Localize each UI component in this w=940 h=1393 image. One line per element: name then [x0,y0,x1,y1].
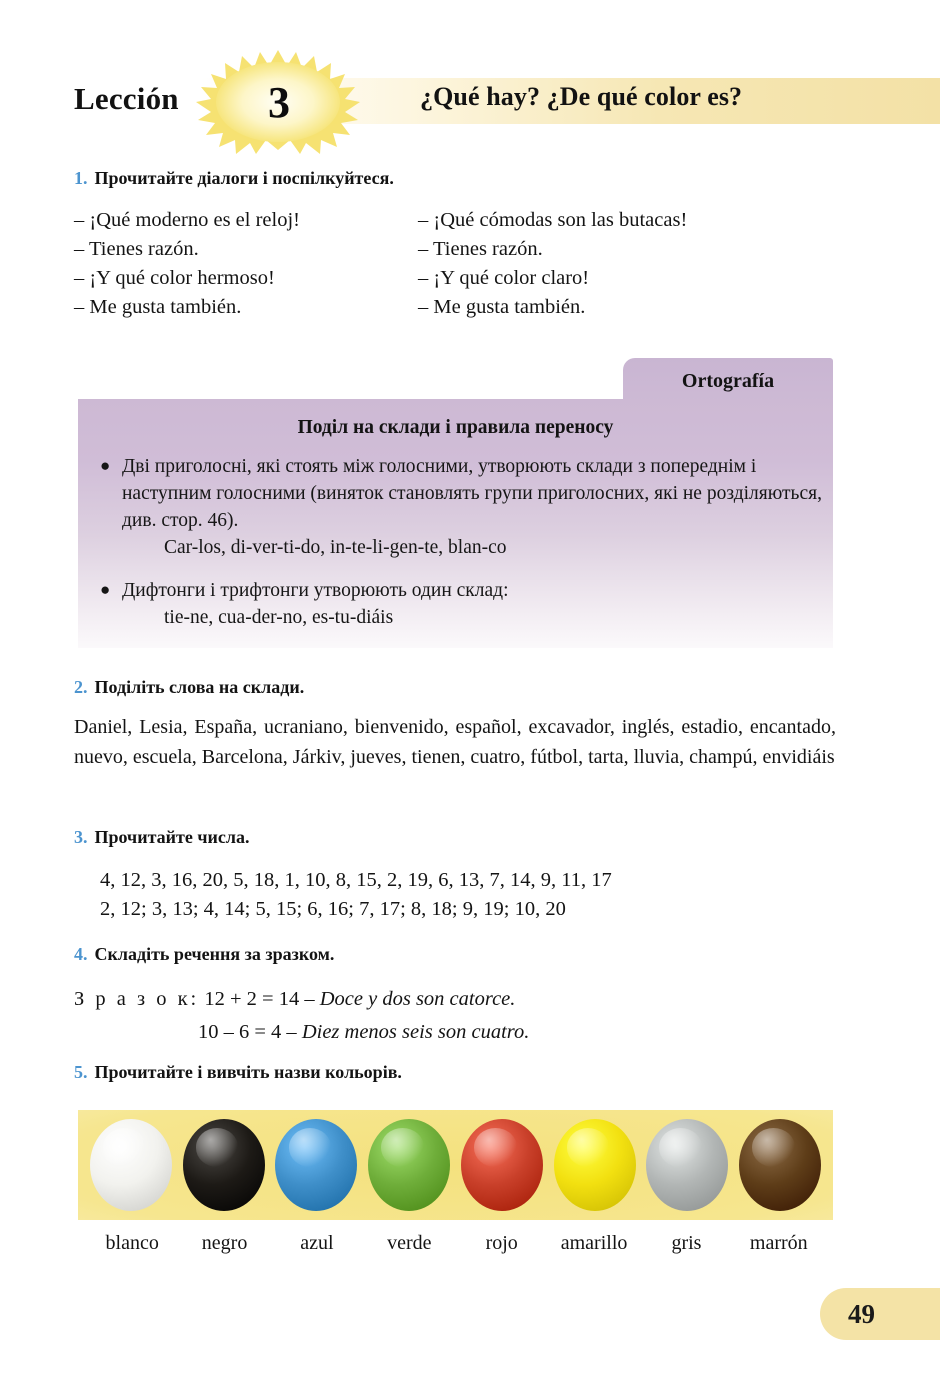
color-ball-marron [739,1119,821,1211]
exercise-1-heading [74,168,394,189]
exercise-3-number-line-2: 2, 12; 3, 13; 4, 14; 5, 15; 6, 16; 7, 17; 8, 18; 9, 19; 10, 20 [100,898,566,920]
color-ball-row [78,1110,833,1220]
exercise-3-number-line-1: 4, 12, 3, 16, 20, 5, 18, 1, 10, 8, 15, 2, 19, 6, 13, 7, 14, 9, 11, 17 [100,869,612,891]
color-label-marron: marrón [749,1232,808,1254]
dialog-left [74,206,300,322]
page-number: 49 [848,1298,875,1329]
color-ball-rojo [461,1119,543,1211]
exercise-2-title: Поділіть слова на склади. [94,677,305,697]
color-label-amarillo: amarillo [560,1232,628,1254]
dialog-right [418,206,687,322]
exercise-2-number: 2. [74,677,88,697]
dialog-right-line-4: – Me gusta también. [418,296,586,318]
dialog-left-line-1: – ¡Qué moderno es el reloj! [74,209,300,231]
color-label-azul: azul [300,1232,334,1254]
lesson-number: 3 [268,77,290,127]
ortografia-rule-1-text: Дві приголосні, які стоять між голосними, утворюють склади з попереднім і наступним голосними (виняток становлять групи приголосних, які не розділяються, див. стор. 46). [122,456,822,531]
sample-label: З р а з о к: [74,988,200,1010]
sample-line-1-math: 12 + 2 = 14 – [204,988,315,1010]
exercise-4-number: 4. [74,944,88,964]
ortografia-tab [623,358,833,405]
color-label-rojo: rojo [485,1232,518,1254]
color-ball-azul [275,1119,357,1211]
exercise-4-sample-line-1 [74,983,529,1016]
exercise-3-heading [74,827,249,848]
ortografia-rule-2-text: Дифтонги і трифтонги утворюють один склад: [122,580,509,601]
dialog-right-line-2: – Tienes razón. [418,238,543,260]
sample-line-1-text: Doce y dos son catorce. [319,988,516,1010]
exercise-5-heading [74,1062,402,1083]
color-ball-amarillo [554,1119,636,1211]
page-number-badge [820,1288,940,1340]
color-ball-gris [646,1119,728,1211]
ortografia-rule-2-example: tie-ne, cua-der-no, es-tu-diáis [164,607,394,628]
ortografia-tab-label: Ortografía [681,370,775,392]
ortografia-rule-1 [78,453,833,561]
sample-line-2-math: 10 – 6 = 4 – [198,1021,297,1043]
ortografia-rule-2 [78,577,833,631]
ortografia-box [78,399,833,648]
page-header [0,78,940,134]
exercise-3-numbers [100,866,612,924]
bullet-icon: ● [100,580,111,599]
color-label-blanco: blanco [105,1232,159,1254]
dialog-left-line-2: – Tienes razón. [74,238,199,260]
exercise-5-number: 5. [74,1062,88,1082]
dialog-left-line-4: – Me gusta también. [74,296,242,318]
lesson-word: Lección [74,81,179,116]
color-ball-verde [368,1119,450,1211]
dialog-right-line-1: – ¡Qué cómodas son las butacas! [418,209,688,231]
exercise-3-title: Прочитайте числа. [94,827,250,847]
page-title: ¿Qué hay? ¿De qué color es? [420,82,743,111]
exercise-2-heading [74,677,304,698]
ortografia-heading: Поділ на склади і правила переносу [297,417,614,438]
ortografia-rules [78,453,833,631]
dialog-left-line-3: – ¡Y qué color hermoso! [74,267,275,289]
exercise-5-title: Прочитайте і вивчіть назви кольорів. [94,1062,402,1082]
ortografia-rule-1-example: Car-los, di-ver-ti-do, in-te-li-gen-te, blan-co [164,537,507,558]
exercise-1-title: Прочитайте діалоги і поспілкуйтеся. [94,168,394,188]
color-ball-blanco [90,1119,172,1211]
exercise-4-sample-line-2 [74,1016,529,1049]
sample-line-2-text: Diez menos seis son cuatro. [301,1021,530,1043]
exercise-4-sample [74,983,529,1049]
exercise-1-number: 1. [74,168,88,188]
color-label-negro: negro [201,1232,248,1254]
exercise-3-number: 3. [74,827,88,847]
color-label-row [78,1232,833,1255]
exercise-4-heading [74,944,334,965]
color-ball-negro [183,1119,265,1211]
color-label-gris: gris [671,1232,702,1254]
exercise-4-title: Складіть речення за зразком. [94,944,335,964]
bullet-icon: ● [100,456,111,475]
exercise-2-word-list: Daniel, Lesia, España, ucraniano, bienvenido, español, excavador, inglés, estadio, encantado, nuevo, escuela, Barcelona, Járkiv, jueves, tienen, cuatro, fútbol, tarta, lluvia, champú, envidiáis [74,716,836,768]
color-label-verde: verde [387,1232,432,1254]
dialog-right-line-3: – ¡Y qué color claro! [418,267,590,289]
